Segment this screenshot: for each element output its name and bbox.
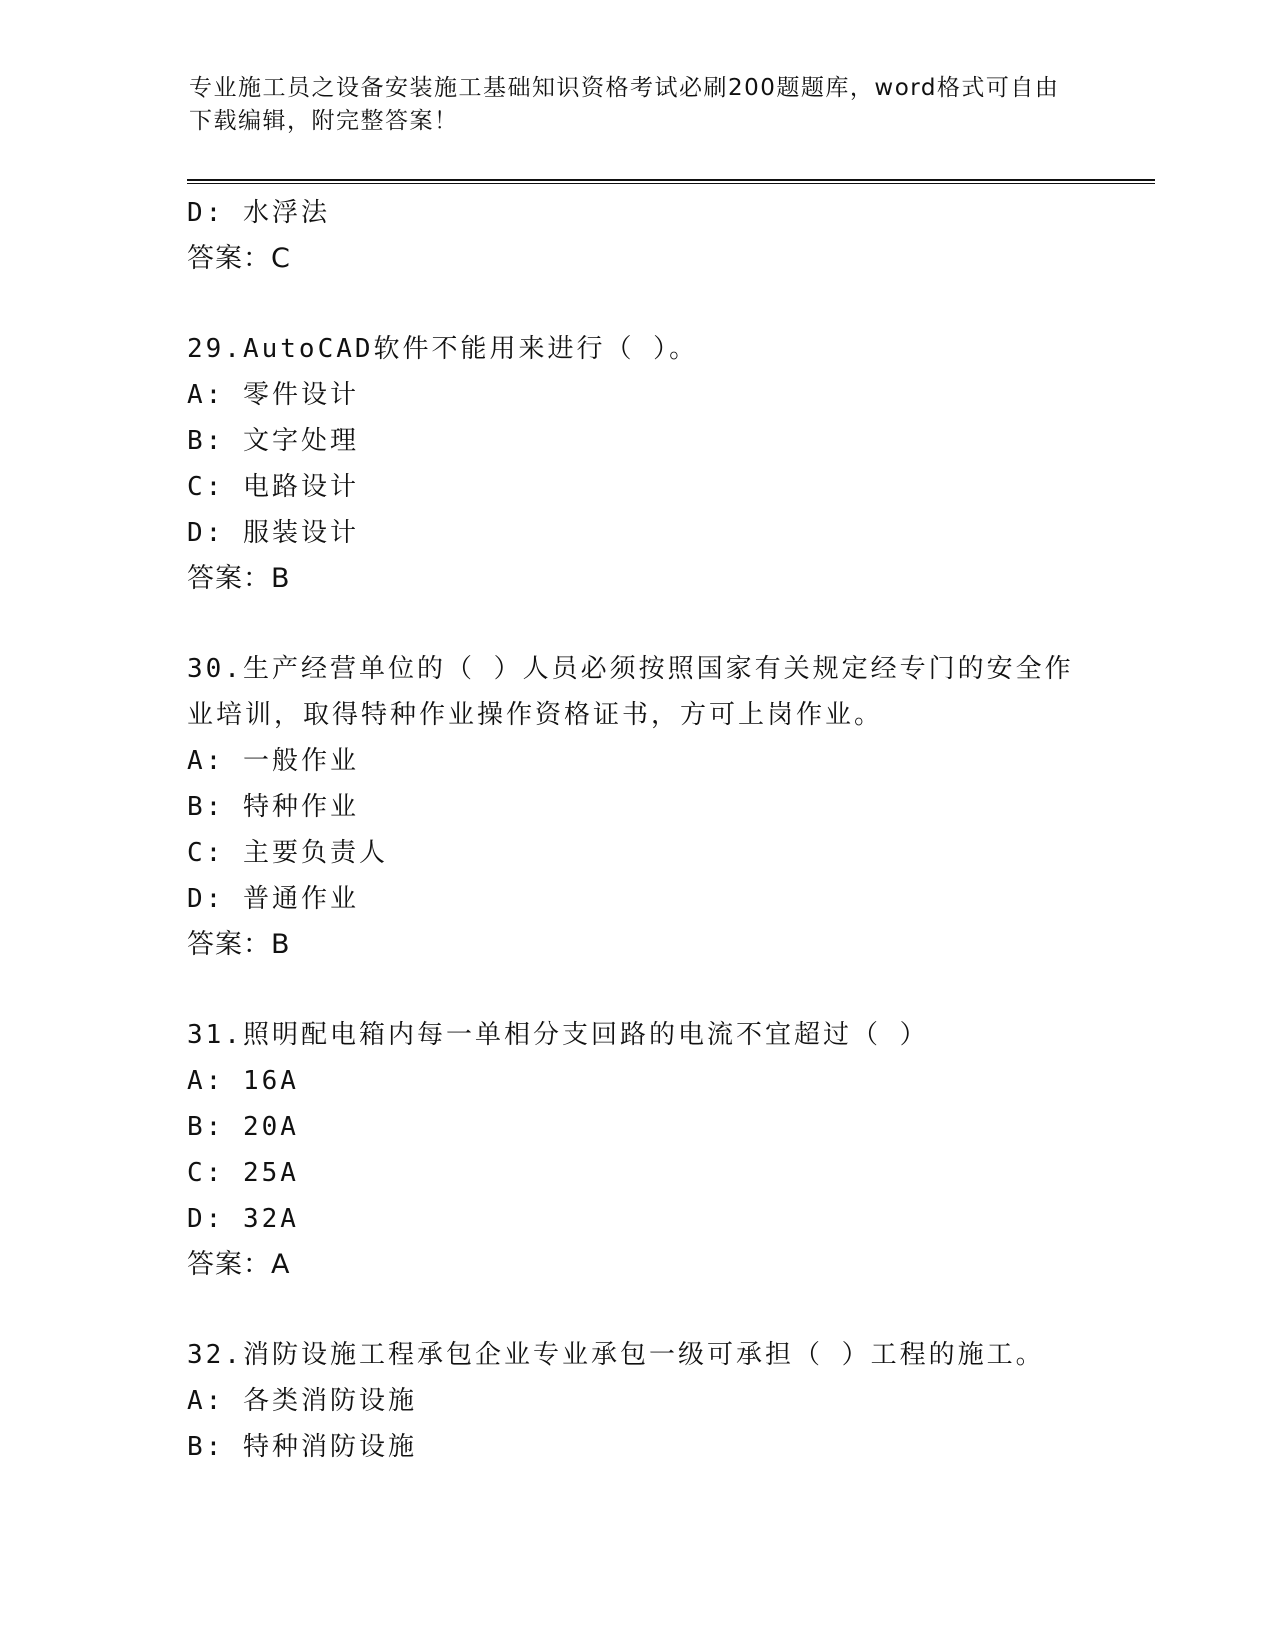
question-30 bbox=[187, 646, 1087, 968]
option-c: C: 25A bbox=[187, 1158, 299, 1188]
question-31 bbox=[187, 1012, 1087, 1288]
option-c: C: 电路设计 bbox=[187, 472, 359, 502]
answer: 答案：B bbox=[187, 929, 291, 960]
option-a: A: 各类消防设施 bbox=[187, 1386, 417, 1416]
answer: 答案：B bbox=[187, 563, 291, 594]
option-a: A: 零件设计 bbox=[187, 380, 359, 410]
question-text: 29.AutoCAD软件不能用来进行（ ）。 bbox=[187, 334, 699, 364]
prev-option-d: D: 水浮法 bbox=[187, 198, 330, 228]
spacer bbox=[187, 282, 1087, 326]
option-a: A: 一般作业 bbox=[187, 746, 359, 776]
header-line-1: 专业施工员之设备安装施工基础知识资格考试必刷200题题库，word格式可自由 bbox=[189, 75, 1060, 101]
answer: 答案：A bbox=[187, 1249, 291, 1280]
option-b: B: 特种消防设施 bbox=[187, 1432, 417, 1462]
option-b: B: 20A bbox=[187, 1112, 299, 1142]
question-32 bbox=[187, 1332, 1087, 1470]
question-text-line-2: 业培训，取得特种作业操作资格证书，方可上岗作业。 bbox=[187, 700, 884, 730]
spacer bbox=[187, 1288, 1087, 1332]
question-list bbox=[187, 190, 1087, 1470]
spacer bbox=[187, 968, 1087, 1012]
question-29 bbox=[187, 326, 1087, 602]
option-d: D: 服装设计 bbox=[187, 518, 359, 548]
option-d: D: 32A bbox=[187, 1204, 299, 1234]
header-line-2: 下载编辑，附完整答案！ bbox=[189, 108, 459, 134]
document-header bbox=[189, 72, 1079, 138]
question-text: 31.照明配电箱内每一单相分支回路的电流不宜超过（ ） bbox=[187, 1020, 929, 1050]
option-c: C: 主要负责人 bbox=[187, 838, 388, 868]
prev-answer: 答案：C bbox=[187, 243, 291, 274]
header-rule-thick bbox=[187, 179, 1155, 181]
spacer bbox=[187, 602, 1087, 646]
option-b: B: 文字处理 bbox=[187, 426, 359, 456]
question-text-line-1: 30.生产经营单位的（ ）人员必须按照国家有关规定经专门的安全作 bbox=[187, 654, 1074, 684]
question-text: 32.消防设施工程承包企业专业承包一级可承担（ ）工程的施工。 bbox=[187, 1340, 1045, 1370]
option-d: D: 普通作业 bbox=[187, 884, 359, 914]
header-rule-thin bbox=[187, 183, 1155, 184]
option-a: A: 16A bbox=[187, 1066, 299, 1096]
option-b: B: 特种作业 bbox=[187, 792, 359, 822]
